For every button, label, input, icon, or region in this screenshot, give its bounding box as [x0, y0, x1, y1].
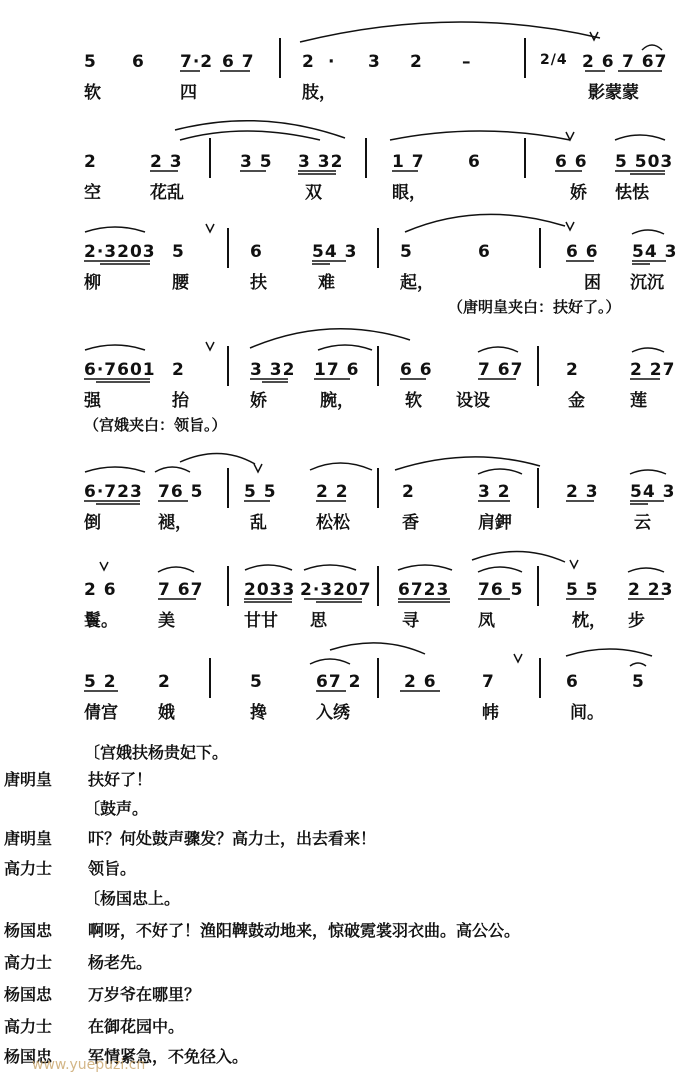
lyric: 困: [584, 273, 601, 293]
score-system-2: [0, 110, 700, 203]
note: 3 5: [240, 152, 273, 172]
note: 5 5: [244, 482, 277, 502]
dialogue-line: [0, 1014, 700, 1040]
speaker-name: 唐明皇: [4, 829, 53, 848]
note: 3 2: [478, 482, 511, 502]
dialogue-text: 领旨。: [88, 859, 137, 878]
speaker-name: 高力士: [4, 1017, 53, 1036]
time-signature: 2/4: [540, 52, 568, 68]
dialogue-text: 吓？何处鼓声骤发？高力士，出去看来！: [88, 829, 377, 848]
note: 5: [250, 672, 263, 692]
lyric: 沉沉: [630, 273, 664, 293]
lyric: 间。: [570, 703, 604, 723]
lyric: 腕，: [320, 391, 354, 411]
dialogue-text: 〔鼓声。: [84, 799, 149, 818]
dialogue-line: [0, 950, 700, 976]
score-system-3: [0, 200, 700, 320]
lyric: 美: [158, 611, 175, 631]
dialogue-text: 万岁爷在哪里？: [88, 985, 201, 1004]
note: 7: [482, 672, 495, 692]
lyric: 褪，: [158, 513, 192, 533]
note: 5: [172, 242, 185, 262]
lyric: 四: [180, 83, 197, 103]
note: 2 3: [566, 482, 599, 502]
lyric: 枕，: [572, 611, 606, 631]
lyric: 肩鉀: [478, 513, 512, 533]
note: 5: [84, 52, 97, 72]
dialogue-text: 〔杨国忠上。: [84, 889, 181, 908]
dialogue-text: 在御花园中。: [88, 1017, 185, 1036]
dialogue-line: [0, 767, 700, 793]
note: 2·3207: [300, 580, 372, 600]
lyric: 抬: [172, 391, 189, 411]
dialogue-text: 杨老先。: [88, 953, 153, 972]
dialogue-line: [0, 826, 700, 852]
note: 2: [84, 152, 97, 172]
note: 2: [402, 482, 415, 502]
note: 2: [302, 52, 315, 72]
dialogue-text: 啊呀，不好了！渔阳鞞鼓动地来，惊破霓裳羽衣曲。高公公。: [88, 921, 521, 940]
score-system-4: [0, 318, 700, 438]
lyric: 双: [305, 183, 322, 203]
note: 6: [250, 242, 263, 262]
note: 2: [158, 672, 171, 692]
note: 67 2: [316, 672, 362, 692]
note: 3 32: [298, 152, 344, 172]
note: 6 6: [400, 360, 433, 380]
lyric: 难: [318, 273, 335, 293]
lyric: 软: [84, 83, 101, 103]
lyric: 甘甘: [244, 611, 278, 631]
note: 6: [132, 52, 145, 72]
score-system-5: [0, 440, 700, 540]
speaker-name: 杨国忠: [4, 921, 53, 940]
lyric: 软: [405, 391, 422, 411]
note: 6·723: [84, 482, 143, 502]
lyric: 花乱: [150, 183, 184, 203]
stage-direction: [0, 886, 700, 912]
note: 2: [566, 360, 579, 380]
note: 76 5: [158, 482, 204, 502]
lyric: 怯怯: [615, 183, 649, 203]
note: 2: [410, 52, 423, 72]
note: 76 5: [478, 580, 524, 600]
note: 2 6: [84, 580, 117, 600]
note: 6723: [398, 580, 450, 600]
lyric: 扶: [250, 273, 267, 293]
note: 7 67: [478, 360, 524, 380]
lyric: 倒: [84, 513, 101, 533]
note: 5: [632, 672, 645, 692]
stage-direction: [0, 740, 700, 766]
lyric: 眼，: [392, 183, 426, 203]
score-system-1: [0, 10, 700, 103]
speaker-name: 杨国忠: [4, 985, 53, 1004]
note: 2 6: [582, 52, 615, 72]
lyric: 强: [84, 391, 101, 411]
stage-direction: [0, 796, 700, 822]
note: 54 3: [312, 242, 358, 262]
speaker-name: 杨国忠: [4, 1047, 53, 1066]
lyric: 起，: [400, 273, 434, 293]
note: 1 7: [392, 152, 425, 172]
score-system-7: [0, 630, 700, 730]
lyric: 步: [628, 611, 645, 631]
note: 7·2: [180, 52, 214, 72]
note: 3 32: [250, 360, 296, 380]
lyric: 腰: [172, 273, 189, 293]
lyric: 松松: [316, 513, 350, 533]
spoken-aside: （宫娥夹白：领旨。）: [84, 416, 227, 434]
speaker-name: 唐明皇: [4, 770, 53, 789]
note: 17 6: [314, 360, 360, 380]
lyric: 肢，: [302, 83, 336, 103]
note: 2 2: [316, 482, 349, 502]
note: 6: [468, 152, 481, 172]
lyric: 倩宫: [84, 703, 118, 723]
watermark: www.yuepuzi.cn: [32, 1057, 146, 1073]
score-system-6: [0, 538, 700, 638]
lyric: 香: [402, 513, 419, 533]
note: 2033: [244, 580, 296, 600]
speaker-name: 高力士: [4, 859, 53, 878]
dialogue-text: 〔宫娥扶杨贵妃下。: [84, 743, 229, 762]
note: 2·3203: [84, 242, 156, 262]
note: 2: [172, 360, 185, 380]
dialogue-text: 扶好了！: [88, 770, 153, 789]
note: 6: [566, 672, 579, 692]
spoken-aside: （唐明皇夹白：扶好了。）: [448, 298, 621, 316]
lyric: 乱: [250, 513, 267, 533]
lyric: 娥: [158, 703, 175, 723]
note: 5 503: [615, 152, 674, 172]
note: 6 6: [566, 242, 599, 262]
lyric: 帏: [482, 703, 499, 723]
note: 6 6: [555, 152, 588, 172]
note: 2 3: [150, 152, 183, 172]
note: 54 3: [630, 482, 676, 502]
lyric: 娇: [570, 183, 587, 203]
dialogue-line: [0, 856, 700, 882]
lyric: 金: [568, 391, 585, 411]
dialogue-line: [0, 982, 700, 1008]
speaker-name: 高力士: [4, 953, 53, 972]
lyric: 凤: [478, 611, 495, 631]
note: 2 27: [630, 360, 676, 380]
note: 5: [400, 242, 413, 262]
lyric: 云: [634, 513, 651, 533]
note: 6 7: [222, 52, 255, 72]
lyric: 设设: [456, 391, 490, 411]
lyric: 柳: [84, 273, 101, 293]
lyric: 鬟。: [84, 611, 118, 631]
lyric: 思: [310, 611, 327, 631]
dialogue-text: 军情紧急，不免径入。: [88, 1047, 249, 1066]
system-2-marks: [0, 110, 700, 200]
lyric: 搀: [250, 703, 267, 723]
lyric: 寻: [402, 611, 419, 631]
note: 2 23: [628, 580, 674, 600]
note: 6·7601: [84, 360, 156, 380]
lyric: 空: [84, 183, 101, 203]
lyric: 娇: [250, 391, 267, 411]
note: 5 2: [84, 672, 117, 692]
lyric: 入绣: [316, 703, 350, 723]
note: 7 67: [622, 52, 668, 72]
note: 2 6: [404, 672, 437, 692]
lyric: 影蒙蒙: [588, 83, 639, 103]
note: 5 5: [566, 580, 599, 600]
lyric: 莲: [630, 391, 647, 411]
note: –: [462, 52, 472, 72]
note: 7 67: [158, 580, 204, 600]
note: 3: [368, 52, 381, 72]
note: ·: [328, 52, 336, 72]
note: 54 3: [632, 242, 678, 262]
dialogue-line: [0, 918, 700, 944]
note: 6: [478, 242, 491, 262]
